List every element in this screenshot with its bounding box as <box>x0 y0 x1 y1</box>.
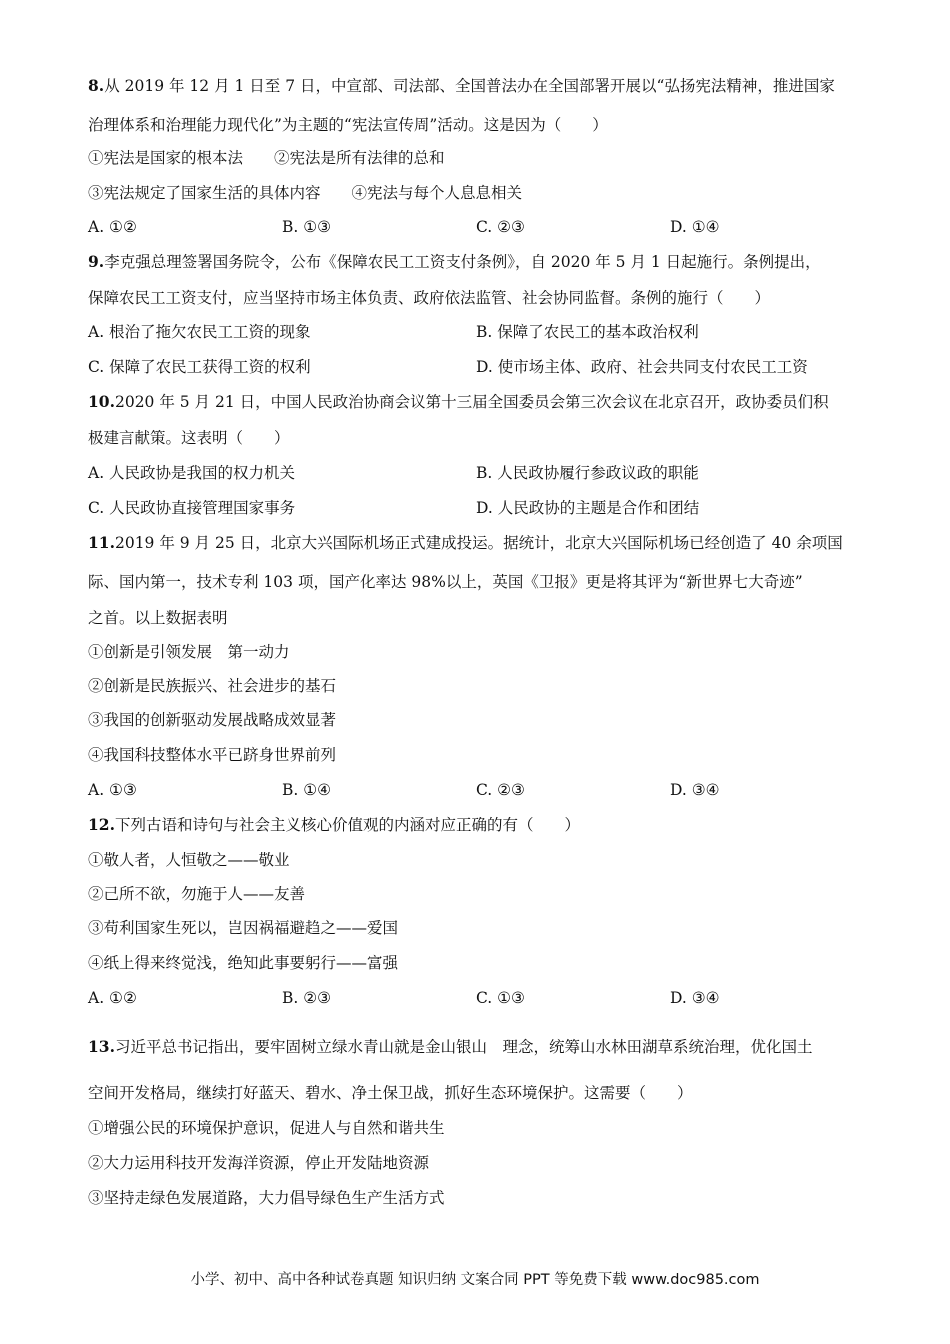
question-10-option-a: A. 人民政协是我国的权力机关 <box>88 464 296 482</box>
question-9-option-c: C. 保障了农民工获得工资的权利 <box>88 358 311 376</box>
question-10-line-2: 极建言献策。这表明（ ） <box>88 429 290 447</box>
question-8-statement-1: ①宪法是国家的根本法 ②宪法是所有法律的总和 <box>88 149 445 167</box>
question-11-statement-2: ②创新是民族振兴、社会进步的基石 <box>88 677 337 695</box>
question-11-statement-3: ③我国的创新驱动发展战略成效显著 <box>88 711 337 729</box>
question-11-statement-1: ①创新是引领发展 第一动力 <box>88 643 290 661</box>
question-11-option-d: D. ③④ <box>670 781 720 799</box>
question-8-line-2: 治理体系和治理能力现代化”为主题的“宪法宣传周”活动。这是因为（ ） <box>88 116 608 134</box>
question-11-line-1: 11.2019 年 9 月 25 日，北京大兴国际机场正式建成投运。据统计，北京大兴国际机场已经创造了 40 余项国 <box>88 533 843 552</box>
question-12-statement-4: ④纸上得来终觉浅，绝知此事要躬行——富强 <box>88 954 399 972</box>
question-10-option-c: C. 人民政协直接管理国家事务 <box>88 499 296 517</box>
question-12-statement-3: ③苟利国家生死以，岂因祸福避趋之——爱国 <box>88 919 399 937</box>
question-13-statement-2: ②大力运用科技开发海洋资源，停止开发陆地资源 <box>88 1154 430 1172</box>
question-11-line-2: 际、国内第一，技术专利 103 项，国产化率达 98%以上，英国《卫报》更是将其评为“新世界七大奇迹” <box>88 573 803 591</box>
question-12-option-b: B. ②③ <box>282 989 332 1007</box>
question-8-statement-2: ③宪法规定了国家生活的具体内容 ④宪法与每个人息息相关 <box>88 184 523 202</box>
question-11-option-b: B. ①④ <box>282 781 332 799</box>
question-11-option-c: C. ②③ <box>476 781 525 799</box>
question-11-line-3: 之首。以上数据表明 <box>88 609 228 627</box>
question-10-option-b: B. 人民政协履行参政议政的职能 <box>476 464 699 482</box>
question-9-line-2: 保障农民工工资支付，应当坚持市场主体负责、政府依法监管、社会协同监督。条例的施行（ ） <box>88 289 771 307</box>
question-12-option-d: D. ③④ <box>670 989 720 1007</box>
question-8-line-1: 8.从 2019 年 12 月 1 日至 7 日，中宣部、司法部、全国普法办在全国部署开展以“弘扬宪法精神，推进国家 <box>88 76 835 95</box>
question-13-line-2: 空间开发格局，继续打好蓝天、碧水、净土保卫战，抓好生态环境保护。这需要（ ） <box>88 1084 693 1102</box>
question-12-option-c: C. ①③ <box>476 989 525 1007</box>
question-8-option-c: C. ②③ <box>476 218 525 236</box>
question-12-option-a: A. ①② <box>88 989 137 1007</box>
question-10-line-1: 10.2020 年 5 月 21 日，中国人民政治协商会议第十三届全国委员会第三次会议在北京召开，政协委员们积 <box>88 392 829 411</box>
question-9-option-d: D. 使市场主体、政府、社会共同支付农民工工资 <box>476 358 808 376</box>
question-12-line-1: 12.下列古语和诗句与社会主义核心价值观的内涵对应正确的有（ ） <box>88 815 580 834</box>
question-8-option-b: B. ①③ <box>282 218 332 236</box>
question-11-statement-4: ④我国科技整体水平已跻身世界前列 <box>88 746 337 764</box>
question-13-line-1: 13.习近平总书记指出，要牢固树立绿水青山就是金山银山 理念，统筹山水林田湖草系统治理，优化国土 <box>88 1037 813 1056</box>
question-8-option-d: D. ①④ <box>670 218 720 236</box>
question-9-line-1: 9.李克强总理签署国务院令，公布《保障农民工工资支付条例》，自 2020 年 5 月 1 日起施行。条例提出， <box>88 252 821 271</box>
page-footer: 小学、初中、高中各种试卷真题 知识归纳 文案合同 PPT 等免费下载 www.doc985.com <box>190 1272 760 1288</box>
question-12-statement-2: ②己所不欲，勿施于人——友善 <box>88 885 306 903</box>
question-9-option-b: B. 保障了农民工的基本政治权利 <box>476 323 699 341</box>
question-11-option-a: A. ①③ <box>88 781 137 799</box>
question-9-option-a: A. 根治了拖欠农民工工资的现象 <box>88 323 311 341</box>
question-13-statement-3: ③坚持走绿色发展道路，大力倡导绿色生产生活方式 <box>88 1189 445 1207</box>
question-8-option-a: A. ①② <box>88 218 137 236</box>
question-10-option-d: D. 人民政协的主题是合作和团结 <box>476 499 700 517</box>
question-12-statement-1: ①敬人者，人恒敬之——敬业 <box>88 851 290 869</box>
question-13-statement-1: ①增强公民的环境保护意识，促进人与自然和谐共生 <box>88 1119 445 1137</box>
